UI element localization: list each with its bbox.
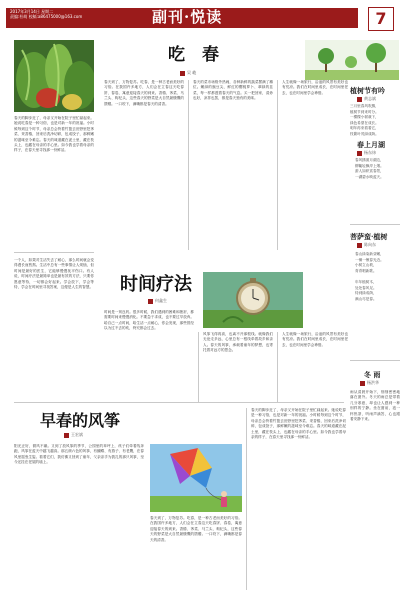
pocket-watch-photo <box>203 272 303 328</box>
article-text-col3-top: 春天的菜市场格外热闹，各种新鲜的蔬菜摆满了摊位。嫩绿的豌豆尖、鲜红的樱桃萝卜、翠绿的韭菜，每一样都透着春天的气息。买一把回家，清炒也好，凉拌也罢，都是春天独有的美味。 <box>193 80 273 101</box>
section-divider <box>350 224 400 225</box>
byline-marker-icon <box>357 151 362 156</box>
article-text-col4-mid: 人生就像一场旅行，沿途的风景有美好也有荒凉。我们在时间里成长，在时间里老去，也在时间里学会珍惜。 <box>282 332 348 347</box>
article-text-col1-bot: 阳光正好，微风不燥。又到了放风筝的季节，公园里的草坪上，孩子们牵着线奔跑，风筝在蓝天中越飞越高。那五颜六色的风筝，有蝴蝶、有燕子、有老鹰，在春风里摇曳生姿。看着它们，我仿佛又回到了童年，父亲亲手为我扎的那只风筝，至今还挂在老屋的墙上。 <box>14 444 144 465</box>
poem-byline-dongyu: 杨洪华 <box>360 380 379 386</box>
section-title: 副刊·悦读 <box>152 8 223 26</box>
byline-marker-icon <box>357 97 362 102</box>
poem-byline-puti: 陈向东 <box>357 242 376 248</box>
article-text-col2-top: 春天到了，万物复苏。吃春，是一种古老而美好的习俗。在我国许多地方，人们会在立春这天吃春饼、春卷，寓意迎接春天的到来。香椿、荠菜、马兰头、枸杞头，这些春天的野菜是大自然最慷慨的馈赠。一口咬下，满嘴都是春天的清香。 <box>104 80 184 106</box>
trees-photo <box>305 40 399 80</box>
poem-body-chunshang: 春风拂面月湖边， 柳絮轻飘岸上烟。 游人如织赏春景， 一湖碧水映蓝天。 <box>355 158 384 179</box>
kite-photo <box>150 444 242 512</box>
masthead-info <box>10 9 82 19</box>
article-byline-shijian: 何鑫生 <box>148 298 167 304</box>
section-divider <box>350 360 400 361</box>
byline-marker-icon <box>180 71 185 76</box>
column-divider <box>277 80 278 250</box>
column-divider <box>198 332 199 402</box>
article-text-col2-mid: 时间是一剂良药。很多时候，我们遇到的困难和挫折，都需要时间来慢慢消化。不要急于求成，也不要过早放弃。给自己一点时间，给生活一点耐心，你会发现，那些曾经以为过不去的坎，终究都会过去。 <box>104 310 194 331</box>
article-text-dongyu: 雨从清晨开始下，细细密密地落在窗外。冬天的雨总是带着几分寒意，却也让人感到一种别样的宁静。坐在窗前，泡一杯热茶，听雨声滴答，心也跟着安静下来。 <box>350 390 400 422</box>
section-divider <box>14 402 344 403</box>
poem-byline-chunshang: 杨东炜 <box>357 150 376 156</box>
article-title-fengzheng: 早春的风筝 <box>40 411 121 430</box>
article-byline-fengzheng: 王宏斌 <box>64 432 83 438</box>
poem-title-dongyu: 冬 雨 <box>364 370 381 379</box>
article-text-col4-top: 人生就像一场旅行，沿途的风景有美好也有荒凉。我们在时间里成长，在时间里老去，也在时间里学会珍惜。 <box>282 80 348 95</box>
byline-marker-icon <box>357 243 362 248</box>
poem-body-puti: 春山绿染新芽嫩， 一锄一锹春光近。 小树立山坡， 青青唱新歌。 年年植树木， 处处春风足。 待到绿成荫， 满山尽是春。 <box>355 252 384 301</box>
article-byline-chichun: 吴 峻 <box>180 70 196 76</box>
article-text-col1-top: 春天的脚步近了，母亲又开始在院子里忙碌起来。她说吃春是一种习俗，也是对新一年的祝福。小时候每到这个时节，母亲总会挎着竹篮去田野里挖荠菜、采香椿，回来后洗净切碎，包成饺子，那鲜嫩的滋味至今难忘。春天的味道藏在泥土里，藏在枝头上，也藏在母亲的手心里。如今我也学着母亲的样子，在春天里寻找那一份鲜活。 <box>14 116 94 153</box>
article-text-col1-mid: 一个人，如果对生活失去了耐心，那么时间就会变得漫长而煎熬。生活中总有一些事情让人烦恼，但时间是最好的医生，它能够慢慢抚平伤口。有人说，时间疗法是最简单也是最有效的方法，只要你愿意等待，一切都会好起来。学会放下，学会等待，学会在时间里寻找答案，这便是人生的智慧。 <box>14 258 94 290</box>
article-text-col3-mid: 风筝飞得再高，也离不开那根线。就像我们无论走多远，心里总有一根线牵着故乡和亲人。春天的风筝，承载着童年的梦想，也寄托着对远方的思念。 <box>203 332 273 353</box>
article-title-shijian: 时间疗法 <box>120 274 192 295</box>
article-text-col3-bot: 春天的脚步近了，母亲又开始在院子里忙碌起来。她说吃春是一种习俗，也是对新一年的祝福。小时候每到这个时节，母亲总会挎着竹篮去田野里挖荠菜、采香椿，回来后洗净切碎，包成饺子，那鲜嫩的滋味至今难忘。春天的味道藏在泥土里，藏在枝头上，也藏在母亲的手心里。如今我也学着母亲的样子，在春天里寻找那一份鲜活。 <box>251 408 346 440</box>
column-divider <box>277 332 278 402</box>
vegetable-photo <box>14 40 94 112</box>
issue-date: 2017年3月14日 星期二 <box>10 9 54 14</box>
poem-byline-zhishu: 黄志斌 <box>357 96 376 102</box>
poem-body-zhishu: 三月里春风吹拂， 植树节到来时分。 一棵棵小树栽下， 绿色希望在成长。 明年再来看看它， 枝繁叶茂绿成荫。 <box>350 104 379 136</box>
editor-line: 责编:杜萌 校稿:a86475000@163.com <box>10 14 83 19</box>
byline-marker-icon <box>360 381 365 386</box>
article-text-col2-bot: 春天到了，万物复苏。吃春，是一种古老而美好的习俗。在我国许多地方，人们会在立春这天吃春饼、春卷，寓意迎接春天的到来。香椿、荠菜、马兰头、枸杞头，这些春天的野菜是大自然最慷慨的馈赠。一口咬下，满嘴都是春天的清香。 <box>150 516 242 542</box>
page-number: 7 <box>368 7 394 31</box>
column-divider <box>188 80 189 250</box>
byline-marker-icon <box>64 433 69 438</box>
section-divider <box>14 252 94 253</box>
poem-title-chunshang: 春上月湖 <box>357 140 385 149</box>
poem-title-puti: 菩萨蛮·植树 <box>350 232 388 241</box>
poem-title-zhishu: 植树节有吟 <box>350 86 385 95</box>
article-title-chichun: 吃 春 <box>168 45 219 65</box>
byline-marker-icon <box>148 299 153 304</box>
column-divider <box>246 408 247 590</box>
